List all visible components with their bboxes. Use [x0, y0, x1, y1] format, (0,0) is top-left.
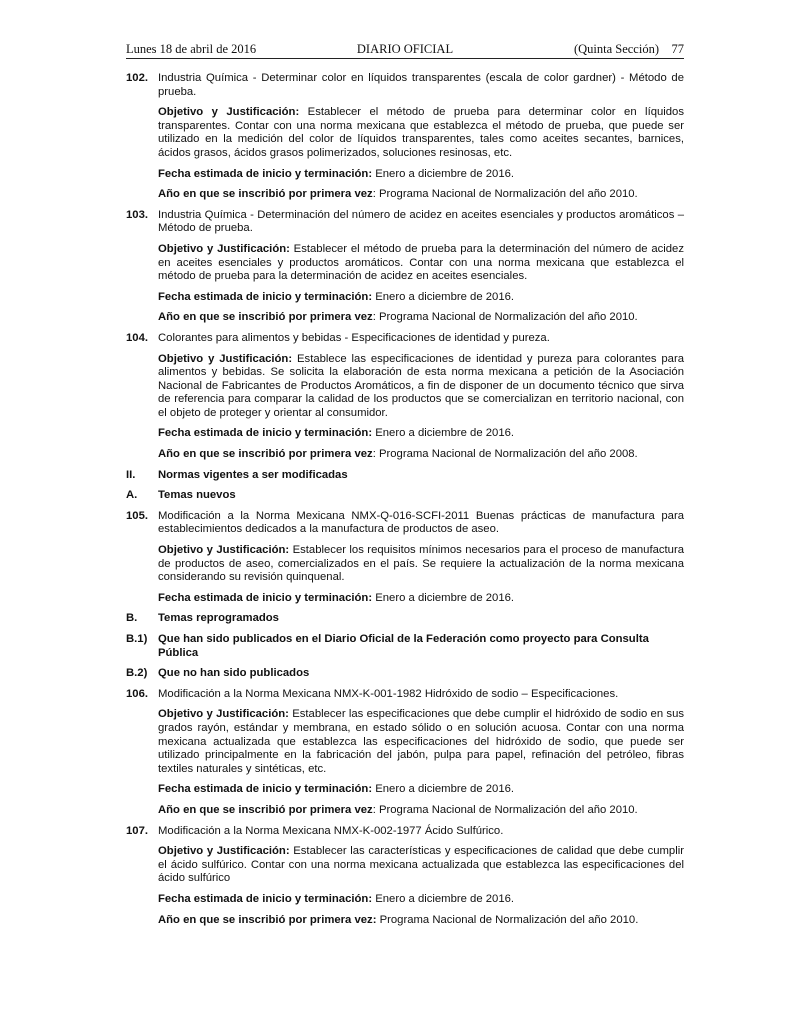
list-item: [126, 209, 684, 236]
paragraph-label: Objetivo y Justificación:: [158, 352, 293, 365]
paragraph-text: Establecer el método de prueba para la determinación del número de acidez en aceites esenciales y productos aromáticos. Contar con una norma mexicana que establezca el método de prueba para la determinación de acidez en aceites esenciales.: [158, 242, 684, 283]
list-item: [126, 510, 684, 537]
paragraph-text: Enero a diciembre de 2016.: [372, 427, 515, 440]
paragraph-label: Objetivo y Justificación:: [158, 544, 290, 557]
section-heading-number: A.: [126, 489, 138, 502]
header-page-number: 77: [671, 42, 684, 56]
paragraph-label: Objetivo y Justificación:: [158, 845, 290, 858]
paragraph-label: Fecha estimada de inicio y terminación:: [158, 167, 373, 180]
item-paragraph: [126, 448, 684, 462]
header-date: Lunes 18 de abril de 2016: [126, 42, 257, 56]
item-number: 102.: [126, 72, 148, 84]
section-heading: [126, 469, 684, 483]
paragraph-text: Establecer las especificaciones que debe cumplir el hidróxido de sodio en sus grados rayón, estándar y membrana, en estado sólido o en solución acuosa. Contar con una norma mexicana actualizada que establezca las especificaciones del hidróxido de sodio, que puede ser utilizado principalmente en la fabricación del jabón, pulpa para papel, refinación del petróleo, fibras textiles naturales y sintéticas, etc.: [158, 708, 684, 775]
page-header: [126, 40, 684, 58]
paragraph-label: Fecha estimada de inicio y terminación:: [158, 427, 373, 440]
section-heading-title: Temas reprogramados: [158, 612, 279, 625]
item-paragraph: [126, 708, 684, 776]
paragraph-text: Establece las especificaciones de identidad y pureza para colorantes para alimentos y bebidas. Se solicita la elaboración de esta norma mexicana a petición de la Asociación Nacional de Fabricantes de Productos Aromáticos, a fin de disponer de un documento técnico que sirva de referencia para comparar la calidad de los productos que se comercializan en territorio nacional, con el objeto de proteger y orientar al consumidor.: [158, 352, 685, 419]
section-heading: [126, 612, 684, 626]
item-paragraph: [126, 914, 684, 928]
item-number: 104.: [126, 331, 148, 344]
item-paragraph: [126, 106, 684, 160]
paragraph-label: Fecha estimada de inicio y terminación:: [158, 290, 373, 303]
paragraph-text: Enero a diciembre de 2016.: [372, 591, 515, 604]
header-rule: [126, 58, 684, 59]
item-paragraph: [126, 291, 684, 305]
item-number: 103.: [126, 208, 148, 221]
item-title: Modificación a la Norma Mexicana NMX-Q-016-SCFI-2011 Buenas prácticas de manufactura para establecimientos dedicados a la manufactura de productos de aseo.: [158, 509, 684, 536]
section-heading: [126, 489, 684, 503]
document-body: [126, 72, 684, 927]
paragraph-label: Fecha estimada de inicio y terminación:: [158, 591, 373, 604]
paragraph-label: Objetivo y Justificación:: [158, 708, 289, 721]
item-title: Colorantes para alimentos y bebidas - Especificaciones de identidad y pureza.: [158, 331, 550, 344]
item-title: Industria Química - Determinación del número de acidez en aceites esenciales y productos aromáticos – Método de prueba.: [158, 208, 684, 235]
list-item: [126, 72, 684, 99]
paragraph-text: : Programa Nacional de Normalización del año 2010.: [372, 188, 638, 201]
section-heading-title: Temas nuevos: [158, 489, 236, 502]
paragraph-text: Establecer los requisitos mínimos necesarios para el proceso de manufactura de productos de aseo, comercializados en el país. Se requiere la actualización de la norma mexicana considerando su revisión quinquenal.: [158, 544, 684, 584]
item-paragraph: [126, 243, 684, 284]
paragraph-text: : Programa Nacional de Normalización del año 2010.: [372, 803, 638, 816]
document-page: [126, 40, 684, 927]
list-item: [126, 688, 684, 702]
item-title: Industria Química - Determinar color en líquidos transparentes (escala de color gardner) - Método de prueba.: [158, 72, 684, 98]
item-paragraph: [126, 168, 684, 182]
list-item: [126, 825, 684, 839]
item-paragraph: [126, 783, 684, 797]
list-item: [126, 332, 684, 346]
paragraph-label: Año en que se inscribió por primera vez: [158, 311, 373, 324]
paragraph-text: Enero a diciembre de 2016.: [372, 783, 515, 796]
paragraph-label: Fecha estimada de inicio y terminación:: [158, 783, 373, 796]
item-paragraph: [126, 804, 684, 818]
item-paragraph: [126, 188, 684, 202]
paragraph-label: Año en que se inscribió por primera vez:: [158, 913, 377, 926]
paragraph-text: Establecer las características y especificaciones de calidad que debe cumplir el ácido sulfúrico. Contar con una norma mexicana actualizada que establezca las especificaciones del ácido sulfúrico: [158, 845, 684, 885]
section-heading-number: II.: [126, 468, 136, 481]
section-heading-number: B.: [126, 612, 138, 625]
item-paragraph: [126, 544, 684, 585]
section-heading-number: B.1): [126, 633, 148, 645]
section-heading: [126, 633, 684, 660]
section-heading-number: B.2): [126, 667, 148, 680]
item-title: Modificación a la Norma Mexicana NMX-K-002-1977 Ácido Sulfúrico.: [158, 824, 504, 837]
paragraph-text: Enero a diciembre de 2016.: [372, 167, 515, 180]
item-number: 105.: [126, 509, 148, 522]
item-number: 107.: [126, 824, 148, 837]
item-paragraph: [126, 893, 684, 907]
paragraph-label: Año en que se inscribió por primera vez: [158, 803, 373, 816]
paragraph-text: : Programa Nacional de Normalización del año 2010.: [372, 311, 638, 324]
section-heading-title: Que no han sido publicados: [158, 667, 310, 680]
paragraph-text: : Programa Nacional de Normalización del año 2008.: [372, 448, 638, 461]
item-number: 106.: [126, 687, 148, 700]
paragraph-label: Objetivo y Justificación:: [158, 106, 300, 119]
header-section: (Quinta Sección): [573, 42, 659, 56]
item-paragraph: [126, 353, 684, 421]
header-publication: DIARIO OFICIAL: [356, 42, 454, 56]
header-section-page: [574, 42, 684, 57]
paragraph-text: Establecer el método de prueba para determinar color en líquidos transparentes. Contar con una norma mexicana que establezca el método de prueba, que puede ser utilizado en la medición del color de líquidos transparentes, tales como aceites secantes, barnices, ácidos grasos, ácidos grasos polimerizados, soluciones resinosas, etc.: [158, 106, 684, 159]
item-paragraph: [126, 427, 684, 441]
paragraph-label: Fecha estimada de inicio y terminación:: [158, 892, 373, 905]
paragraph-text: Enero a diciembre de 2016.: [372, 892, 515, 905]
paragraph-label: Año en que se inscribió por primera vez: [158, 448, 373, 461]
item-paragraph: [126, 845, 684, 886]
paragraph-text: Programa Nacional de Normalización del año 2010.: [376, 913, 639, 926]
paragraph-text: Enero a diciembre de 2016.: [372, 290, 515, 303]
paragraph-label: Objetivo y Justificación:: [158, 242, 290, 255]
item-title: Modificación a la Norma Mexicana NMX-K-001-1982 Hidróxido de sodio – Especificaciones.: [158, 687, 619, 700]
section-heading: [126, 667, 684, 681]
item-paragraph: [126, 592, 684, 606]
paragraph-label: Año en que se inscribió por primera vez: [158, 188, 373, 201]
section-heading-title: Normas vigentes a ser modificadas: [158, 468, 348, 481]
section-heading-title: Que han sido publicados en el Diario Oficial de la Federación como proyecto para Consulta Pública: [158, 633, 649, 659]
item-paragraph: [126, 311, 684, 325]
